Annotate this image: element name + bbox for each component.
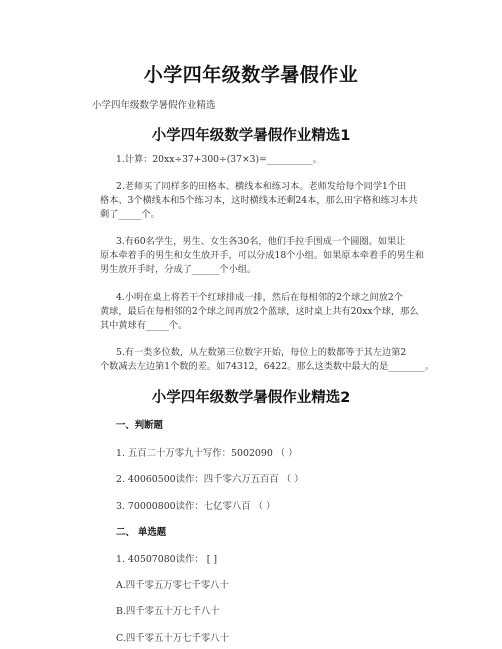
question-3: [100, 235, 470, 277]
question-3-line: 原本牵着手的男生和女生放开手，可以分成18个小组。如果原本牵着手的男生和: [100, 250, 425, 261]
section-1-heading: 小学四年级数学暑假作业精选1: [151, 128, 351, 144]
choice-option-c: C.四千零五十万七千零八十: [116, 633, 229, 644]
judge-section-heading: 一、判断题: [116, 420, 163, 431]
judge-item: 3. 70000800读作：七亿零八百 （ ）: [116, 501, 276, 512]
question-2-line: 剩了_____个。: [100, 209, 160, 220]
question-4-line: 其中黄球有_____个。: [100, 320, 188, 331]
question-2: [100, 180, 470, 222]
question-5-line: 个数减去左边第1个数的差。如74312，6422。那么这类数中最大的是________。: [100, 361, 435, 372]
question-4-line: 黄球，最后在每相邻的2个球之间再放2个蓝球，这时桌上共有20xx个球，那么: [100, 306, 419, 317]
question-2-line: 格本、3个横线本和5个练习本，这时横线本还剩24本，那么田字格和练习本共: [100, 195, 418, 206]
question-3-line: 3.有60名学生，男生、女生各30名，他们手拉手围成一个圆圈。如果让: [116, 236, 406, 247]
question-5: [100, 346, 470, 374]
question-2-line: 2.老师买了同样多的田格本、横线本和练习本。老师发给每个同学1个田: [116, 181, 407, 192]
question-1-line: 1.计算：20xx÷37+300÷(37×3)=__________。: [116, 154, 322, 165]
question-4-line: 4.小明在桌上将若干个红球排成一排，然后在每相邻的2个球之间放2个: [116, 292, 403, 303]
question-1: [116, 153, 470, 167]
judge-item: 1. 五百二十万零九十写作：5002090 （ ）: [116, 448, 298, 459]
choice-section-heading: 二、 单选题: [116, 527, 167, 538]
document-subtitle: 小学四年级数学暑假作业精选: [92, 100, 216, 111]
question-5-line: 5.有一类多位数，从左数第三位数字开始，每位上的数都等于其左边第2: [116, 347, 407, 358]
choice-option-b: B.四千零五十万七千八十: [116, 606, 220, 617]
section-2-heading: 小学四年级数学暑假作业精选2: [151, 390, 351, 406]
document-title: 小学四年级数学暑假作业: [143, 64, 359, 86]
choice-option-a: A.四千零五万零七千零八十: [116, 580, 229, 591]
question-3-line: 男生放开手时，分成了______个小组。: [100, 264, 257, 275]
choice-question: 1. 40507080读作： [ ]: [116, 554, 218, 565]
judge-item: 2. 40060500读作：四千零六万五百百 （ ）: [116, 474, 304, 485]
question-4: [100, 291, 470, 333]
